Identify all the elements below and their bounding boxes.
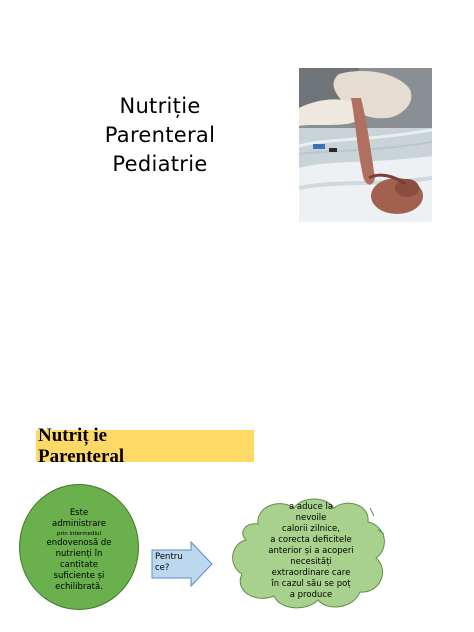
- heading-line-1: Nutriț ie: [38, 425, 108, 446]
- oval-line-1: Este: [69, 508, 89, 518]
- cloud-line-2: nevoile: [295, 513, 327, 523]
- title-line-3: Pediatrie: [112, 152, 208, 176]
- arrow-label-line-2: ce?: [155, 563, 170, 573]
- infant-iv-photo: [299, 68, 432, 222]
- cloud-line-4: a corecta deficitele: [270, 535, 352, 545]
- cloud-line-3: calorii zilnice,: [282, 524, 340, 534]
- oval-small-note: prin intermediul: [56, 531, 101, 537]
- cloud-line-7: extraordinare care: [271, 568, 351, 578]
- definition-text: [31, 508, 127, 593]
- oval-line-7: echilibrată.: [55, 582, 103, 592]
- title-line-2: Parenteral: [104, 123, 216, 147]
- slide-title: [60, 92, 260, 179]
- title-line-1: Nutriție: [119, 94, 201, 118]
- cloud-line-6: necesități: [290, 557, 332, 567]
- arrow-label: [155, 552, 195, 574]
- photo-illustration: [299, 68, 432, 222]
- cloud-line-9: a produce: [289, 590, 333, 600]
- arrow-label-line-1: Pentru: [155, 552, 183, 562]
- cloud-line-5: anterior și a acoperi: [268, 546, 354, 556]
- cloud-line-1: a aduce la: [288, 502, 334, 512]
- oval-line-4: nutrienți în: [55, 549, 103, 559]
- oval-line-6: suficiente și: [53, 571, 105, 581]
- oval-line-2: administrare: [52, 519, 106, 529]
- oval-line-5: cantitate: [59, 560, 99, 570]
- heading-line-2: Parenteral: [38, 446, 125, 467]
- cloud-line-8: în cazul său se poț: [271, 579, 351, 589]
- section-heading: [38, 425, 124, 467]
- oval-line-3: endovenosă de: [46, 538, 112, 548]
- cloud-text: [248, 502, 374, 601]
